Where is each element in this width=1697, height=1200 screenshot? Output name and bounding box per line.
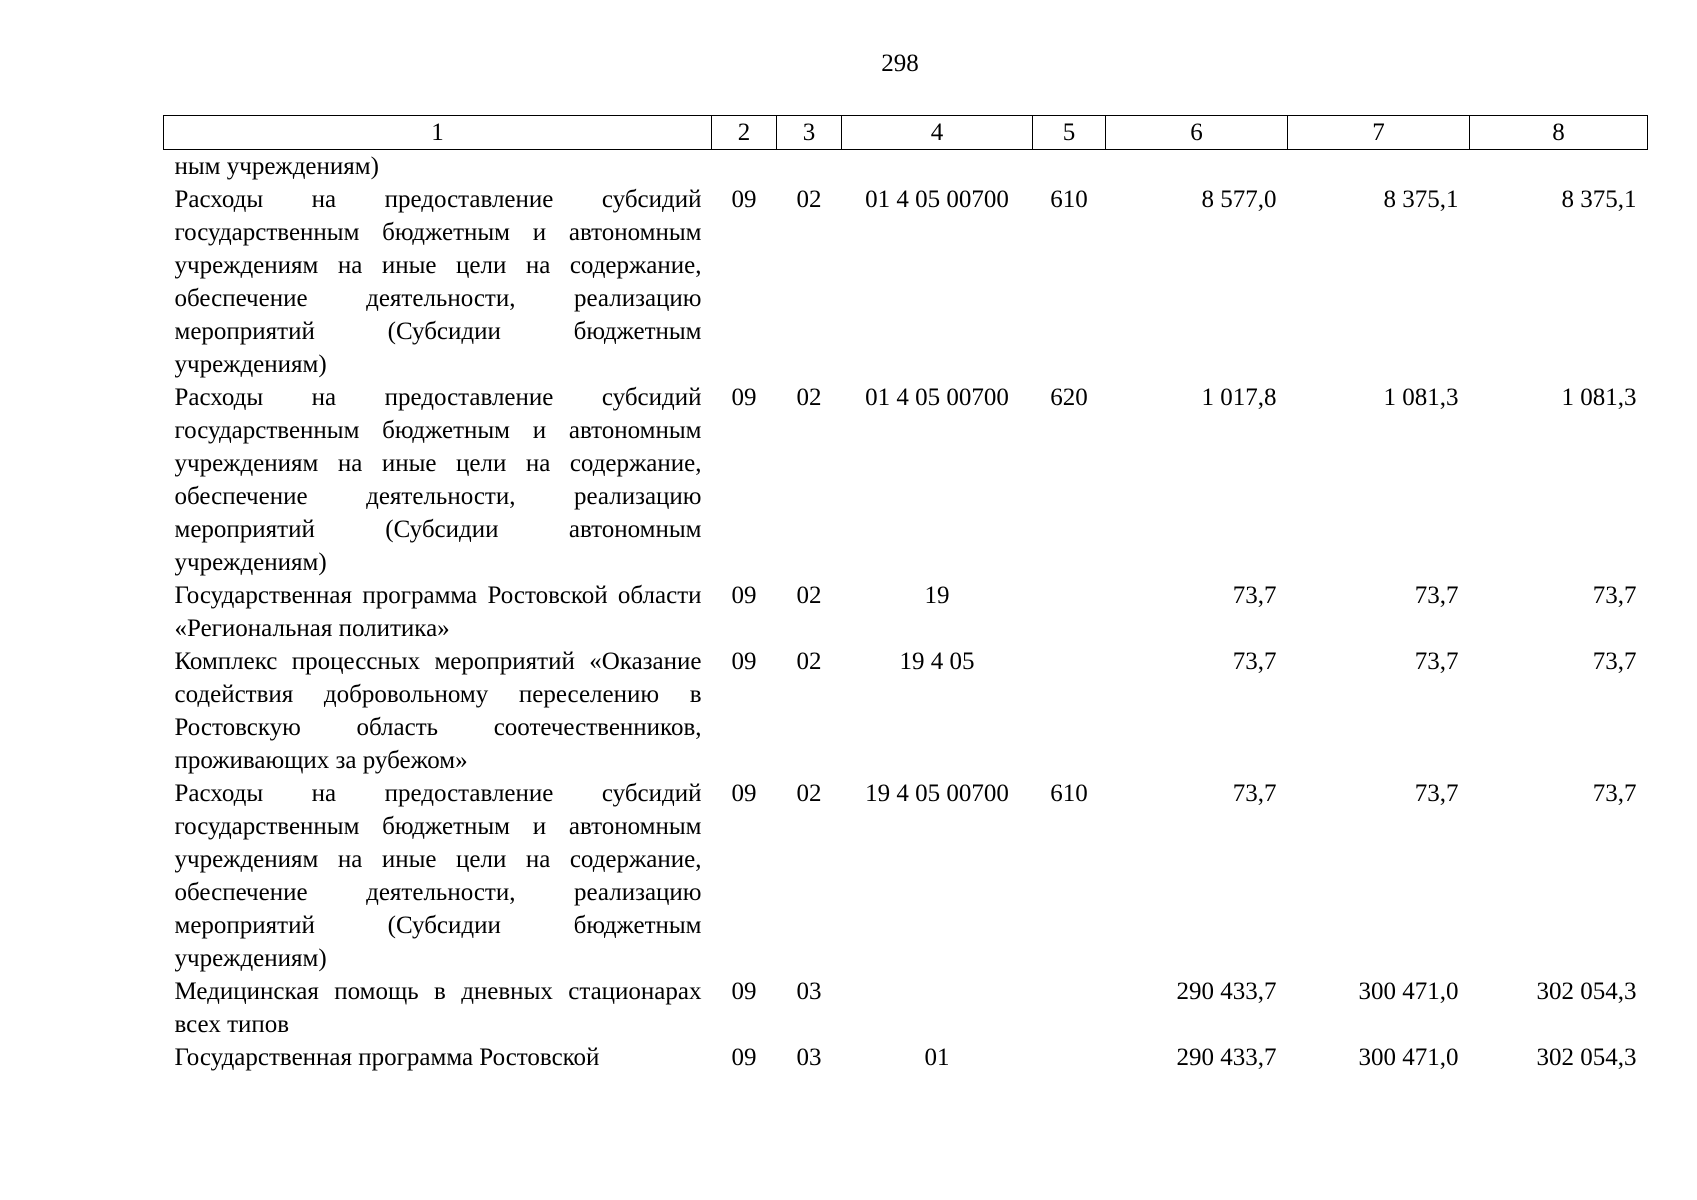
section-code: 09	[731, 186, 757, 213]
section-code	[712, 150, 777, 184]
table-row	[164, 183, 1648, 381]
amount-col8: 302 054,3	[1536, 978, 1637, 1005]
table-row	[164, 579, 1648, 645]
section-code: 09	[731, 582, 757, 609]
amount-col8: 73,7	[1592, 648, 1637, 675]
column-header: 2	[712, 116, 777, 150]
amount-col7: 73,7	[1414, 582, 1459, 609]
subsection-code: 03	[796, 1044, 822, 1071]
amount-col8: 1 081,3	[1561, 384, 1637, 411]
amount-col8: 8 375,1	[1561, 186, 1637, 213]
target-article-code: 19	[924, 582, 950, 609]
expense-type-code: 610	[1050, 186, 1088, 213]
amount-col8: 302 054,3	[1536, 1044, 1637, 1071]
expense-type-code	[1033, 1041, 1106, 1074]
subsection-code: 02	[796, 186, 822, 213]
amount-col7: 8 375,1	[1383, 186, 1459, 213]
target-article-code: 01	[924, 1044, 950, 1071]
table-row	[164, 381, 1648, 579]
amount-col6: 290 433,7	[1176, 1044, 1277, 1071]
column-header: 4	[842, 116, 1033, 150]
amount-col6: 290 433,7	[1176, 978, 1277, 1005]
amount-col6: 73,7	[1232, 780, 1277, 807]
amount-col8: 73,7	[1592, 780, 1637, 807]
expense-type-code: 620	[1050, 384, 1088, 411]
target-article-code: 01 4 05 00700	[865, 186, 1009, 213]
expense-type-code	[1033, 150, 1106, 184]
table-row	[164, 645, 1648, 777]
amount-col6: 1 017,8	[1201, 384, 1277, 411]
column-numbers-row	[164, 116, 1648, 150]
column-header: 6	[1106, 116, 1288, 150]
column-header: 7	[1288, 116, 1470, 150]
subsection-code: 02	[796, 648, 822, 675]
target-article-code: 19 4 05	[899, 648, 975, 675]
row-name: Государственная программа Ростовской	[174, 1044, 600, 1071]
section-code: 09	[731, 384, 757, 411]
column-header: 3	[777, 116, 842, 150]
amount-col7: 1 081,3	[1383, 384, 1459, 411]
section-code: 09	[731, 978, 757, 1005]
row-name: Расходы на предоставление субсидий государственным бюджетным и автономным учреждениям на иные цели на содержание, обеспечение деятельности, реализацию мероприятий (Субсидии автономным учреждениям)	[174, 384, 702, 576]
amount-col7: 73,7	[1414, 780, 1459, 807]
table-row	[164, 150, 1648, 184]
column-header: 8	[1470, 116, 1648, 150]
expense-type-code	[1033, 975, 1106, 1041]
row-name: Комплекс процессных мероприятий «Оказание содействия добровольному переселению в Ростовскую область соотечественников, проживающих за рубежом»	[174, 648, 702, 774]
budget-table	[163, 115, 1648, 1074]
row-name: Расходы на предоставление субсидий государственным бюджетным и автономным учреждениям на иные цели на содержание, обеспечение деятельности, реализацию мероприятий (Субсидии бюджетным учреждениям)	[174, 186, 702, 378]
section-code: 09	[731, 780, 757, 807]
subsection-code: 02	[796, 582, 822, 609]
amount-col7	[1288, 150, 1470, 184]
amount-col6: 73,7	[1232, 648, 1277, 675]
page-number: 298	[881, 50, 919, 77]
table-row	[164, 777, 1648, 975]
subsection-code	[777, 150, 842, 184]
target-article-code	[842, 975, 1033, 1041]
target-article-code	[842, 150, 1033, 184]
row-name: Медицинская помощь в дневных стационарах всех типов	[174, 978, 702, 1038]
section-code: 09	[731, 1044, 757, 1071]
amount-col8	[1470, 150, 1648, 184]
target-article-code: 01 4 05 00700	[865, 384, 1009, 411]
expense-type-code	[1033, 579, 1106, 645]
amount-col6: 73,7	[1232, 582, 1277, 609]
subsection-code: 02	[796, 780, 822, 807]
expense-type-code	[1033, 645, 1106, 777]
row-name: ным учреждениям)	[174, 153, 379, 180]
column-header: 1	[164, 116, 712, 150]
column-header: 5	[1033, 116, 1106, 150]
section-code: 09	[731, 648, 757, 675]
amount-col7: 73,7	[1414, 648, 1459, 675]
subsection-code: 03	[796, 978, 822, 1005]
row-name: Расходы на предоставление субсидий государственным бюджетным и автономным учреждениям на иные цели на содержание, обеспечение деятельности, реализацию мероприятий (Субсидии бюджетным учреждениям)	[174, 780, 702, 972]
amount-col7: 300 471,0	[1358, 978, 1459, 1005]
amount-col7: 300 471,0	[1358, 1044, 1459, 1071]
subsection-code: 02	[796, 384, 822, 411]
table-row	[164, 1041, 1648, 1074]
row-name: Государственная программа Ростовской области «Региональная политика»	[174, 582, 702, 642]
amount-col8: 73,7	[1592, 582, 1637, 609]
amount-col6	[1106, 150, 1288, 184]
target-article-code: 19 4 05 00700	[865, 780, 1009, 807]
expense-type-code: 610	[1050, 780, 1088, 807]
table-row	[164, 975, 1648, 1041]
amount-col6: 8 577,0	[1201, 186, 1277, 213]
